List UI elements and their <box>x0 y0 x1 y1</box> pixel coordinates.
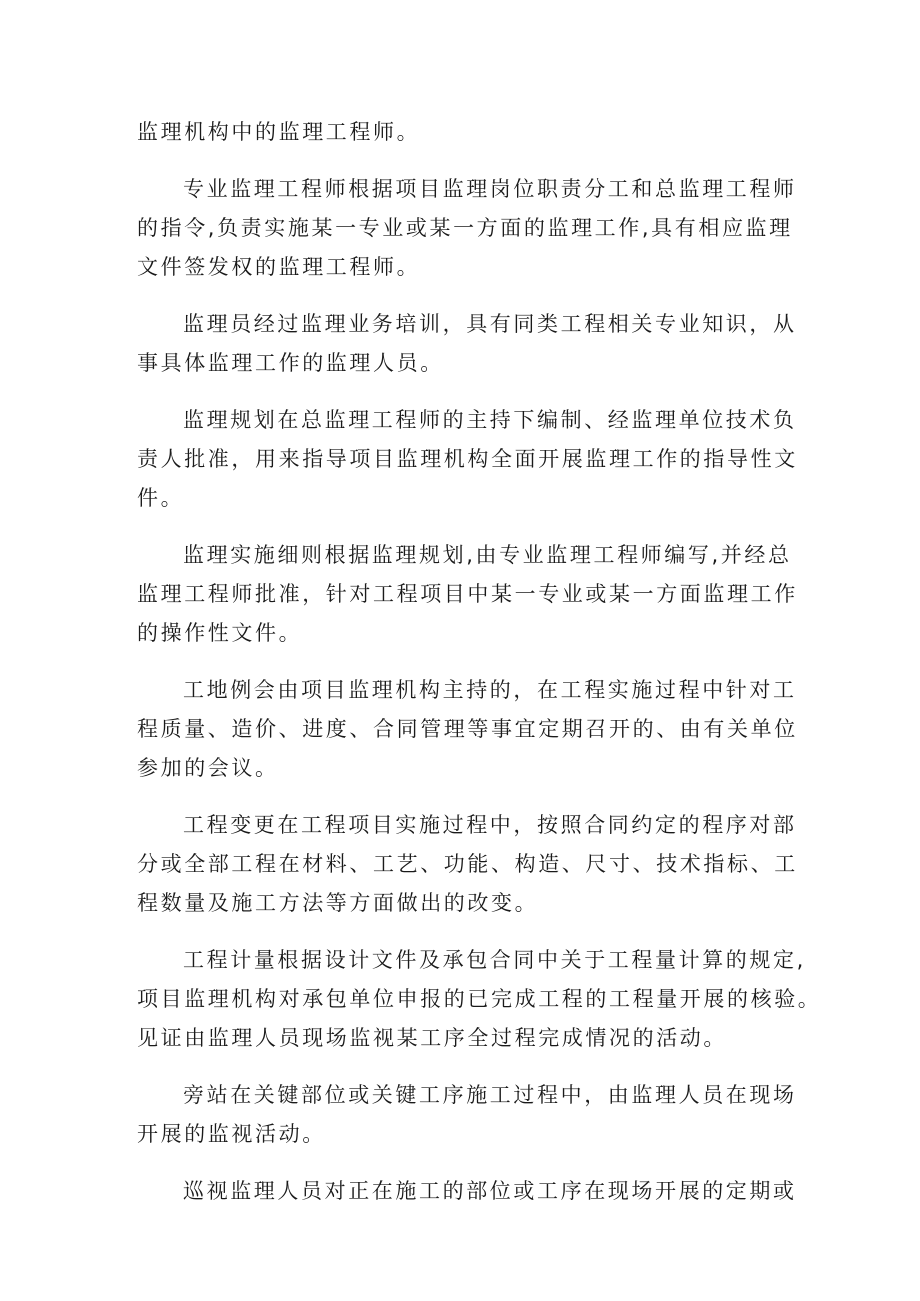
paragraph-8 <box>137 941 822 1058</box>
paragraph-line: 责人批准，用来指导项目监理机构全面开展监理工作的指导性文 <box>137 447 798 471</box>
paragraph-line: 参加的会议。 <box>137 756 279 780</box>
paragraph-line: 开展的监视活动。 <box>137 1122 326 1146</box>
paragraph-line: 监理规划在总监理工程师的主持下编制、经监理单位技术负 <box>183 408 797 432</box>
paragraph-line: 事具体监理工作的监理人员。 <box>137 351 444 375</box>
paragraph-line: 分或全部工程在材料、工艺、功能、构造、尺寸、技术指标、工 <box>137 852 798 876</box>
paragraph-9 <box>137 1076 797 1154</box>
paragraph-line: 项目监理机构对承包单位申报的已完成工程的工程量开展的核验。 <box>137 987 822 1011</box>
paragraph-4 <box>137 401 797 518</box>
paragraph-line: 的操作性文件。 <box>137 621 303 645</box>
paragraph-line: 程数量及施工方法等方面做出的改变。 <box>137 891 539 915</box>
paragraph-line: 的指令,负责实施某一专业或某一方面的监理工作,具有相应监理 <box>137 216 793 240</box>
document-body <box>137 113 822 1229</box>
paragraph-line: 旁站在关键部位或关键工序施工过程中，由监理人员在现场 <box>183 1083 797 1107</box>
paragraph-10 <box>137 1172 797 1211</box>
paragraph-3 <box>137 305 797 383</box>
paragraph-line: 专业监理工程师根据项目监理岗位职责分工和总监理工程师 <box>183 177 797 201</box>
paragraph-line: 文件签发权的监理工程师。 <box>137 255 421 279</box>
paragraph-line: 监理工程师批准，针对工程项目中某一专业或某一方面监理工作 <box>137 582 798 606</box>
paragraph-line: 工程计量根据设计文件及承包合同中关于工程量计算的规定, <box>183 948 806 972</box>
paragraph-line: 监理员经过监理业务培训，具有同类工程相关专业知识，从 <box>183 312 797 336</box>
paragraph-line: 工程变更在工程项目实施过程中，按照合同约定的程序对部 <box>183 813 797 837</box>
paragraph-1 <box>137 113 797 152</box>
paragraph-line: 巡视监理人员对正在施工的部位或工序在现场开展的定期或 <box>183 1179 797 1203</box>
paragraph-line: 监理实施细则根据监理规划,由专业监理工程师编写,并经总 <box>183 543 792 567</box>
paragraph-2 <box>137 170 797 287</box>
paragraph-6 <box>137 671 797 788</box>
paragraph-line: 监理机构中的监理工程师。 <box>137 120 421 144</box>
paragraph-7 <box>137 806 797 923</box>
paragraph-line: 程质量、造价、进度、合同管理等事宜定期召开的、由有关单位 <box>137 717 798 741</box>
paragraph-line: 见证由监理人员现场监视某工序全过程完成情况的活动。 <box>137 1026 727 1050</box>
paragraph-5 <box>137 536 797 653</box>
paragraph-line: 件。 <box>137 486 185 510</box>
paragraph-line: 工地例会由项目监理机构主持的，在工程实施过程中针对工 <box>183 678 797 702</box>
